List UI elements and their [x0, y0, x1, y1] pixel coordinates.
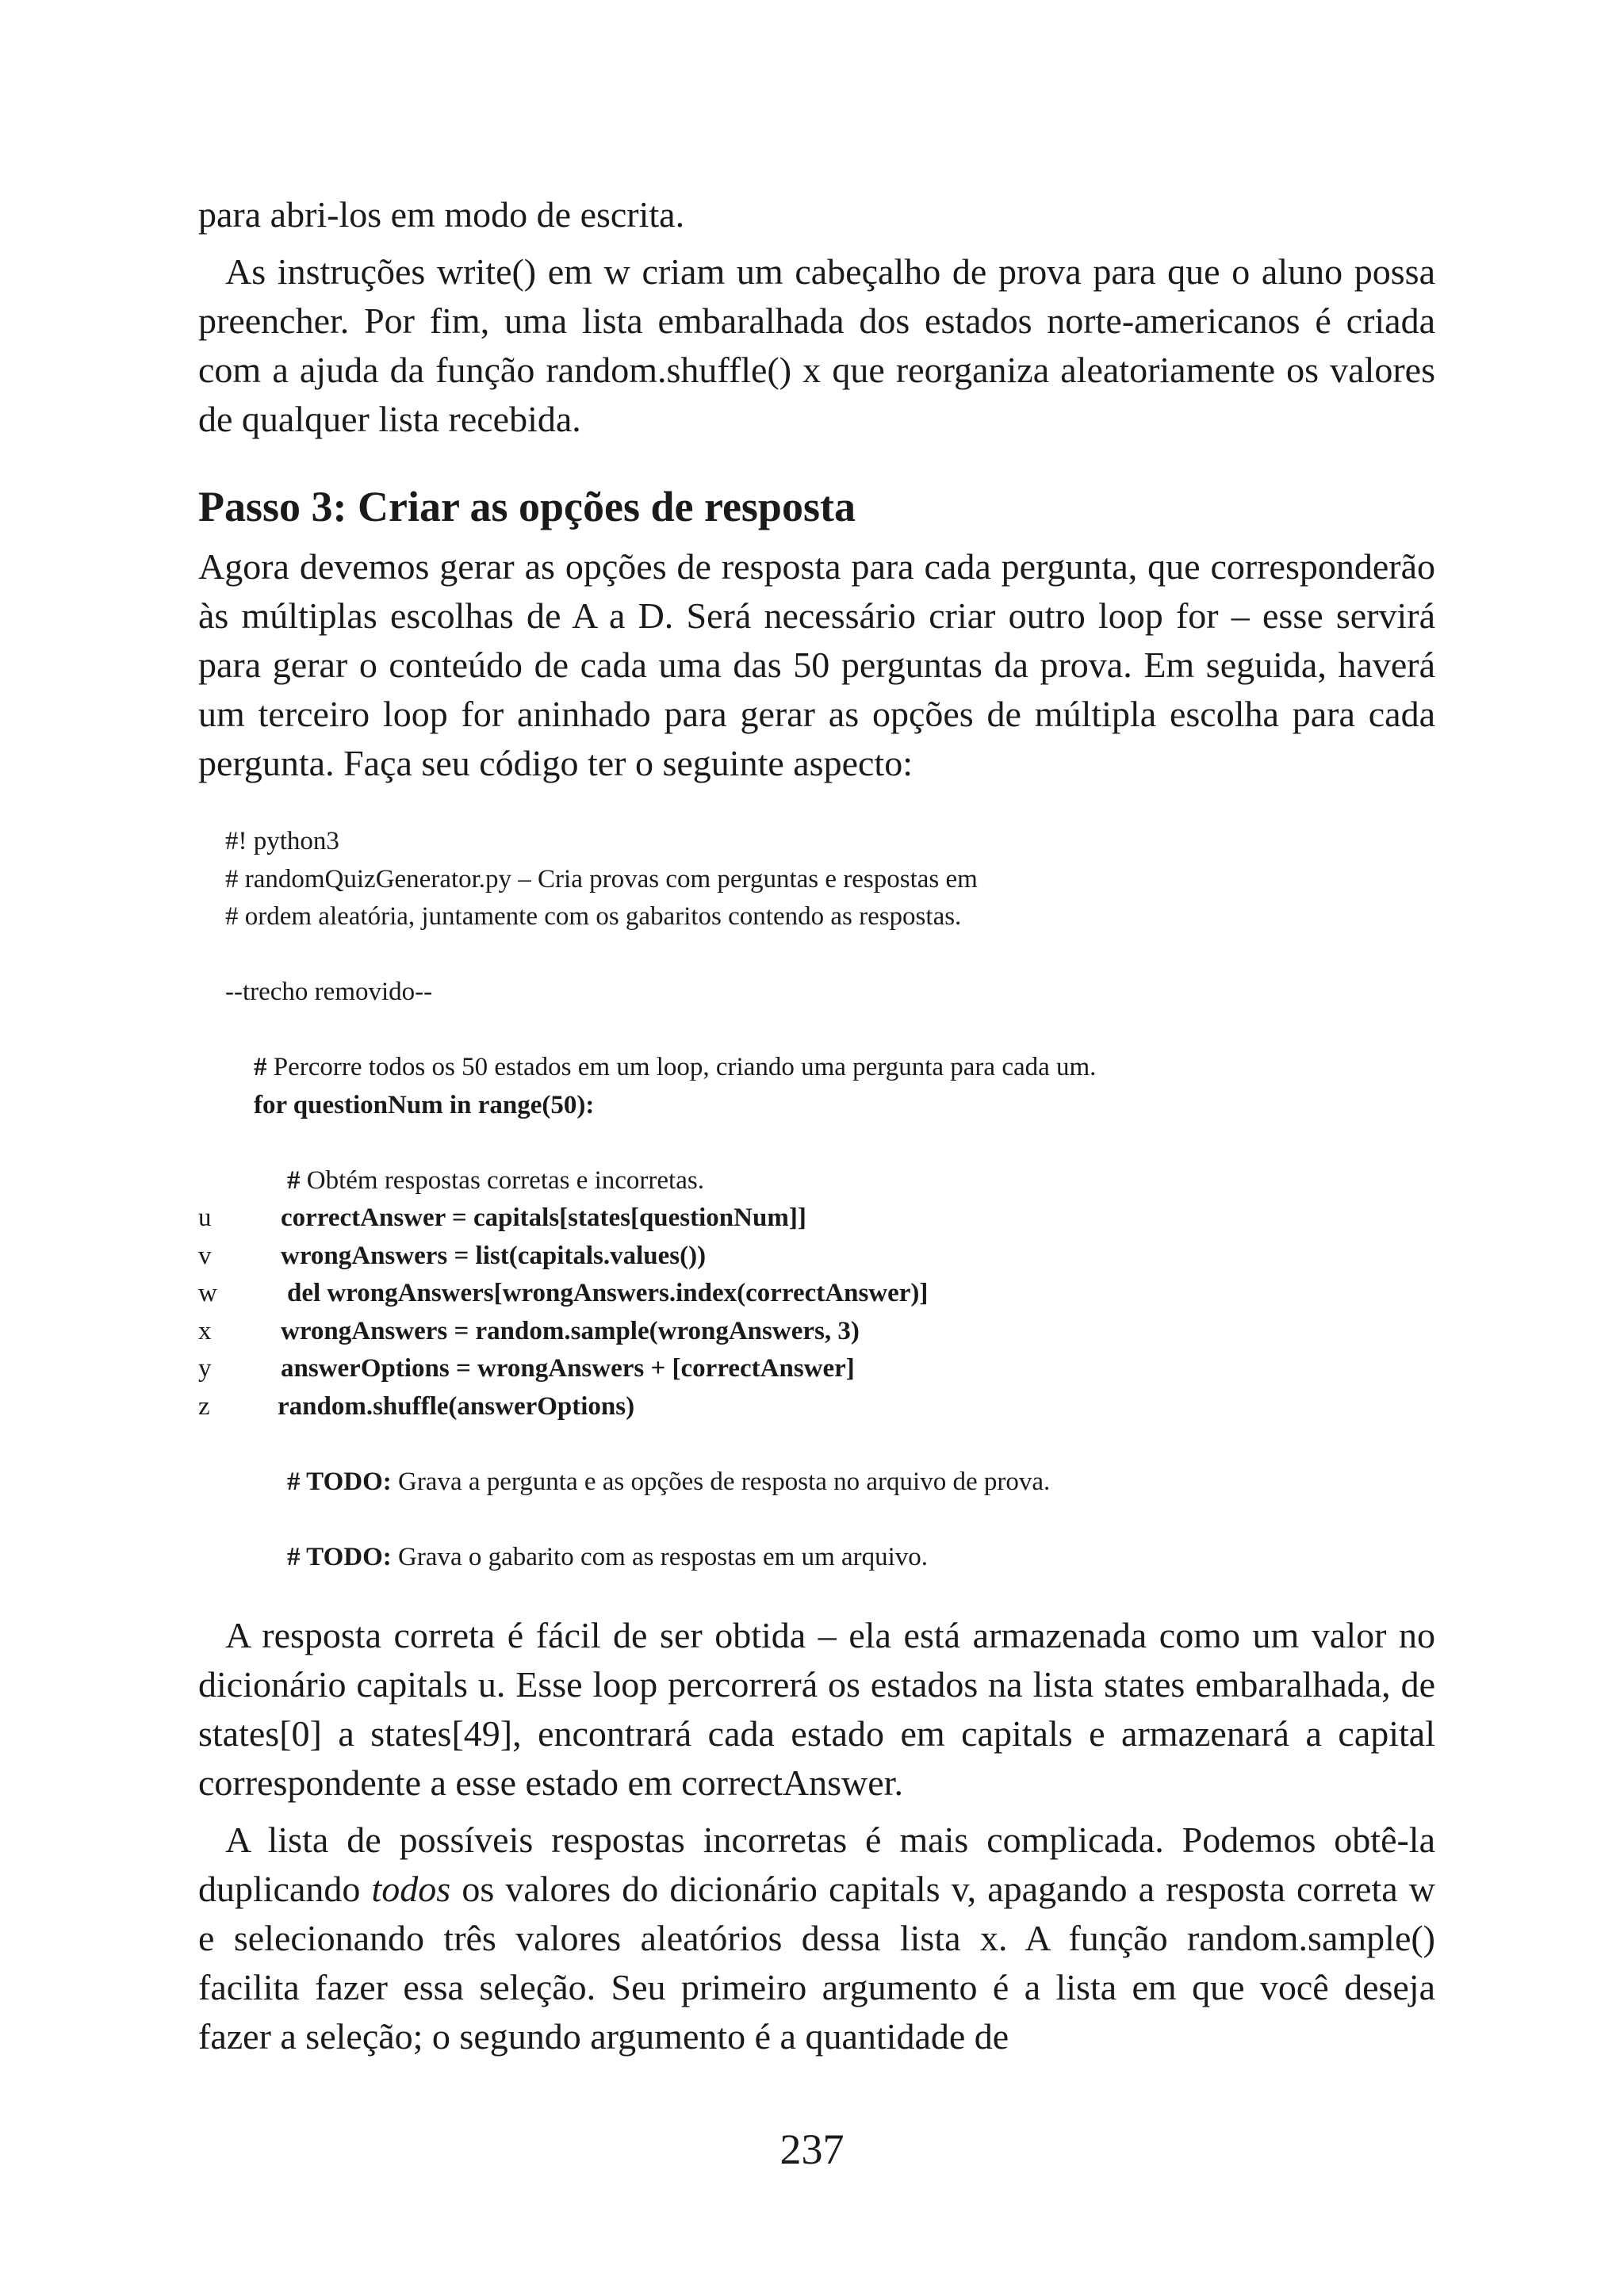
code-line-marker: u	[198, 1203, 212, 1232]
paragraph-correct-answer: A resposta correta é fácil de ser obtida – ela está armazenada como um valor no dicionário capitals u. Esse loop percorrerá os estados na lista states embaralhada, de states[0] a states[49], encontrará cada estado em capitals e armazenará a capital correspondente a esse estado em correctAnswer.	[198, 1615, 1435, 1803]
paragraph-wrong-answers: A lista de possíveis respostas incorretas é mais complicada. Podemos obtê-la duplicando todos os valores do dicionário capitals v, apagando a resposta correta w e selecionando três valores aleatórios dessa lista x. A função random.sample() facilita fazer essa seleção. Seu primeiro argumento é a lista em que você deseja fazer a seleção; o segundo argumento é a quantidade de	[198, 1820, 1435, 2057]
code-comment: # ordem aleatória, juntamente com os gabaritos contendo as respostas.	[225, 902, 962, 931]
code-line	[198, 1275, 1435, 1313]
code-inner-comment: # Obtém respostas corretas e incorretas.	[287, 1165, 704, 1195]
code-line-text: random.shuffle(answerOptions)	[278, 1391, 635, 1421]
page-number: 237	[779, 2126, 845, 2173]
code-loop-comment: # Percorre todos os 50 estados em um loop, criando uma pergunta para cada um.	[254, 1053, 1097, 1081]
code-line	[198, 1350, 1435, 1388]
paragraph-write-instructions: As instruções write() em w criam um cabeçalho de prova para que o aluno possa preencher. Por fim, uma lista embaralhada dos estados norte-americanos é criada com a ajuda da função random.shuffle() x que reorganiza aleatoriamente os valores de qualquer lista recebida.	[198, 251, 1435, 439]
code-listing	[198, 823, 1435, 1576]
code-for-loop: for questionNum in range(50):	[254, 1090, 595, 1119]
code-line	[198, 1313, 1435, 1351]
code-line-marker: w	[198, 1279, 217, 1307]
code-line-marker: x	[198, 1316, 212, 1345]
section-heading: Passo 3: Criar as opções de resposta	[198, 483, 856, 530]
code-line-text: del wrongAnswers[wrongAnswers.index(correctAnswer)]	[287, 1279, 929, 1307]
code-line-text: answerOptions = wrongAnswers + [correctAnswer]	[281, 1354, 855, 1383]
code-line-text: wrongAnswers = list(capitals.values())	[281, 1241, 707, 1270]
code-line-marker: z	[198, 1391, 210, 1421]
paragraph-answer-options: Agora devemos gerar as opções de resposta para cada pergunta, que corresponderão às múltiplas escolhas de A a D. Será necessário criar outro loop for – esse servirá para gerar o conteúdo de cada uma das 50 perguntas da prova. Em seguida, haverá um terceiro loop for aninhado para gerar as opções de múltipla escolha para cada pergunta. Faça seu código ter o seguinte aspecto:	[198, 546, 1435, 783]
code-line-marker: v	[198, 1241, 212, 1270]
code-line-text: wrongAnswers = random.sample(wrongAnswers, 3)	[281, 1316, 860, 1345]
page-body	[198, 190, 1435, 2061]
emphasis-todos: todos	[371, 1869, 451, 1909]
code-line	[198, 1238, 1435, 1276]
code-todo-comment: # TODO: Grava o gabarito com as respostas em um arquivo.	[287, 1542, 929, 1571]
code-snip-marker: --trecho removido--	[225, 978, 433, 1006]
code-comment: # randomQuizGenerator.py – Cria provas com perguntas e respostas em	[225, 864, 978, 894]
code-line	[198, 1388, 1435, 1426]
code-line-marker: y	[198, 1354, 212, 1383]
code-todo-comment: # TODO: Grava a pergunta e as opções de resposta no arquivo de prova.	[287, 1467, 1051, 1496]
code-line	[198, 1200, 1435, 1238]
code-shebang: #! python3	[225, 827, 339, 855]
code-line-text: correctAnswer = capitals[states[questionNum]]	[281, 1203, 806, 1232]
intro-line: para abri-los em modo de escrita.	[198, 194, 685, 235]
